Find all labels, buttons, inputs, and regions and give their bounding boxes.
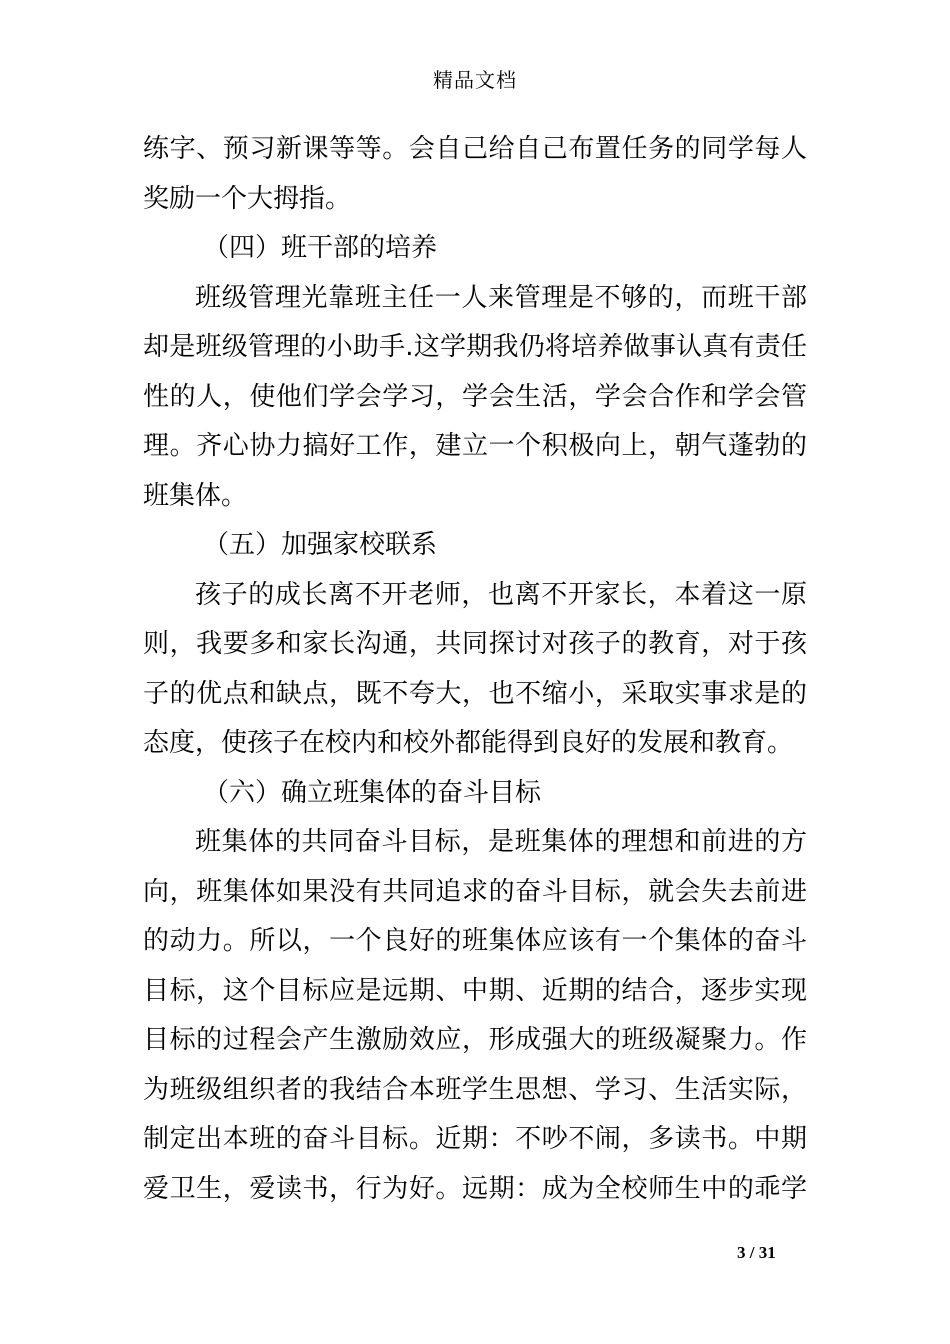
body-line: 孩子的成长离不开老师，也离不开家长，本着这一原 [195, 579, 807, 610]
body-line: 向，班集体如果没有共同追求的奋斗目标，就会失去前进 [143, 876, 807, 907]
body-line: 班集体的共同奋斗目标，是班集体的理想和前进的方 [195, 827, 807, 857]
body-line: 理。齐心协力搞好工作，建立一个积极向上，朝气蓬勃的 [143, 431, 807, 461]
section-heading-6: （六）确立班集体的奋斗目标 [203, 777, 542, 808]
body-line: 目标，这个目标应是远期、中期、近期的结合，逐步实现 [143, 975, 807, 1006]
section-heading-4: （四）班干部的培养 [203, 233, 438, 263]
body-line: 制定出本班的奋斗目标。近期：不吵不闹，多读书。中期 [143, 1124, 807, 1154]
body-line: 子的优点和缺点，既不夸大，也不缩小，采取实事求是的 [143, 678, 807, 709]
page-header-title: 精品文档 [433, 68, 517, 92]
body-line: 爱卫生，爱读书，行为好。远期：成为全校师生中的乖学 [143, 1173, 807, 1204]
body-line: 则，我要多和家长沟通，共同探讨对孩子的教育，对于孩 [143, 629, 807, 659]
body-line: 却是班级管理的小助手.这学期我仍将培养做事认真有责任 [143, 332, 807, 362]
document-body [143, 125, 807, 1214]
body-line: 的动力。所以，一个良好的班集体应该有一个集体的奋斗 [143, 926, 807, 956]
body-line: 性的人，使他们学会学习，学会生活，学会合作和学会管 [143, 381, 807, 412]
body-line: 态度，使孩子在校内和校外都能得到良好的发展和教育。 [143, 728, 794, 758]
section-heading-5: （五）加强家校联系 [203, 530, 438, 560]
page-number: 3 / 31 [737, 1243, 776, 1262]
body-line: 班级管理光靠班主任一人来管理是不够的，而班干部 [195, 282, 807, 313]
body-line: 为班级组织者的我结合本班学生思想、学习、生活实际， [143, 1074, 807, 1105]
body-line: 目标的过程会产生激励效应，形成强大的班级凝聚力。作 [143, 1025, 807, 1055]
body-line: 奖励一个大拇指。 [143, 183, 352, 214]
body-line: 练字、预习新课等等。会自己给自己布置任务的同学每人 [143, 134, 807, 164]
body-line: 班集体。 [143, 480, 248, 511]
